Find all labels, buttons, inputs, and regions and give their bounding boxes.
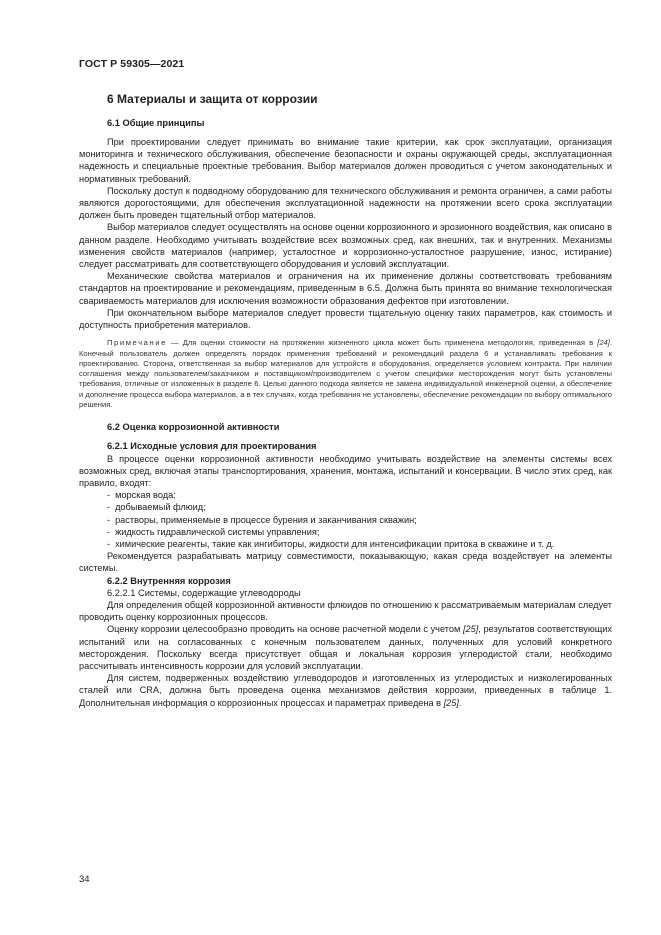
page-number: 34 [79, 874, 90, 885]
reference: [24] [597, 338, 610, 348]
paragraph: Поскольку доступ к подводному оборудованию для технического обслуживания и ремонта ограничен, а сами работы являются дорогостоящими, для обеспечения эксплуатационной надежности на протяжении всего срока эксплуатации должен быть проведен тщательный отбор материалов. [79, 185, 612, 221]
note-text: . Конечный пользователь должен определять порядок применения требований и рекомендаций раздела 6 и устанавливать требования к проектированию. Сторона, ответственная за выбор материалов для устройств и оборудования, определяется условием контракта. При наличии соглашения между пользователем/заказчиком и поставщиком/производителем с учетом специфики месторождения могут быть установлены требования, отличные от изложенных в разделе 6. Целью данного подхода является не замена индивидуальной инженерной оценки, а обеспечение и дополнение процесса выбора материалов, а в тех случаях, когда требования не установлены, обеспечение рекомендации по выбору оптимального решения. [79, 338, 612, 410]
standard-header: ГОСТ Р 59305—2021 [79, 58, 185, 70]
page-content [79, 92, 612, 709]
section-6-1-title: 6.1 Общие принципы [107, 118, 205, 128]
list-item: - растворы, применяемые в процессе бурения и заканчивания скважин; [107, 514, 417, 525]
paragraph: При проектировании следует принимать во внимание такие критерии, как срок эксплуатации, организация мониторинга и технического обслуживания, обеспечение безопасности и охраны окружающей среды, эксплуатационная надежность и специальные проектные требования. Выбор материалов должен проводиться с учетом законодательных и нормативных требований. [79, 137, 612, 184]
paragraph: Рекомендуется разрабатывать матрицу совместимости, показывающую, какая среда воздействует на элементы системы. [79, 551, 612, 574]
note-label: Примечание [107, 338, 167, 348]
reference: [25] [443, 697, 459, 708]
paragraph: Выбор материалов следует осуществлять на основе оценки коррозионного и эрозионного воздействия, как описано в данном разделе. Необходимо учитывать воздействие всех возможных сред, как внешних, так и внутренних. Механизмы изменения свойств материалов (например, усталостное и коррозионно-усталостное разрушение, износ, истирание) следует рассматривать для соответствующего оборудования и условий эксплуатации. [79, 222, 613, 270]
environment-list [79, 489, 612, 550]
paragraph: Для систем, подверженных воздействию углеводородов и изготовленных из углеродистых и низколегированных сталей или CRA, должна быть проведена оценка механизмов действия коррозии, приведенных в таблице 1. Дополнительная информация о коррозионных процессах и параметрах приведена в [25]. [79, 673, 612, 708]
section-6-2-2-title: 6.2.2 Внутренняя коррозия [107, 575, 231, 586]
section-6-2-1-title: 6.2.1 Исходные условия для проектирования [107, 441, 317, 452]
paragraph: При окончательном выборе материалов следует провести тщательную оценку таких параметров, как стоимость и доступность приобретения материалов. [79, 307, 612, 331]
section-6-2-2-1-title: 6.2.2.1 Системы, содержащие углеводороды [107, 587, 301, 598]
section-6-title: 6 Материалы и защита от коррозии [107, 92, 318, 106]
list-item: - химические реагенты, такие как ингибиторы, жидкости для интенсификации притока в скважине и т. д. [107, 538, 555, 549]
paragraph: Механические свойства материалов и ограничения на их применение должны соответствовать требованиям стандартов на проектирование и рекомендациям, приведенным в 6.5. Должна быть принята во внимание технологическая свариваемость материалов для исключения возможности образования дефектов при изготовлении. [79, 271, 612, 306]
paragraph: В процессе оценки коррозионной активности необходимо учитывать воздействие на элементы системы всех возможных сред, включая этапы транспортирования, хранения, монтажа, испытаний и консервации. В число этих сред, как правило, входят: [79, 453, 612, 488]
paragraph: Оценку коррозии целесообразно проводить на основе расчетной модели с учетом [25], результатов соответствующих испытаний или на согласованных с конечным пользователем данных, полученных для условий конкретного месторождения. Поскольку всегда присутствует общая и локальная коррозия углеродистой стали, необходимо рассчитывать интенсивность коррозии для условий эксплуатации. [79, 624, 612, 671]
note [79, 338, 612, 410]
list-item: - жидкость гидравлической системы управления; [107, 526, 320, 537]
list-item: - морская вода; [107, 490, 176, 501]
reference: [25] [462, 624, 479, 635]
paragraph: Для определения общей коррозионной активности флюидов по отношению к рассматриваемым материалам следует проводить оценку коррозионных процессов. [79, 599, 612, 623]
note-text: — Для оценки стоимости на протяжении жизненного цикла может быть применена методология, приведенная в [166, 338, 598, 348]
list-item: - добываемый флюид; [107, 502, 206, 513]
section-6-2-title: 6.2 Оценка коррозионной активности [107, 422, 280, 433]
